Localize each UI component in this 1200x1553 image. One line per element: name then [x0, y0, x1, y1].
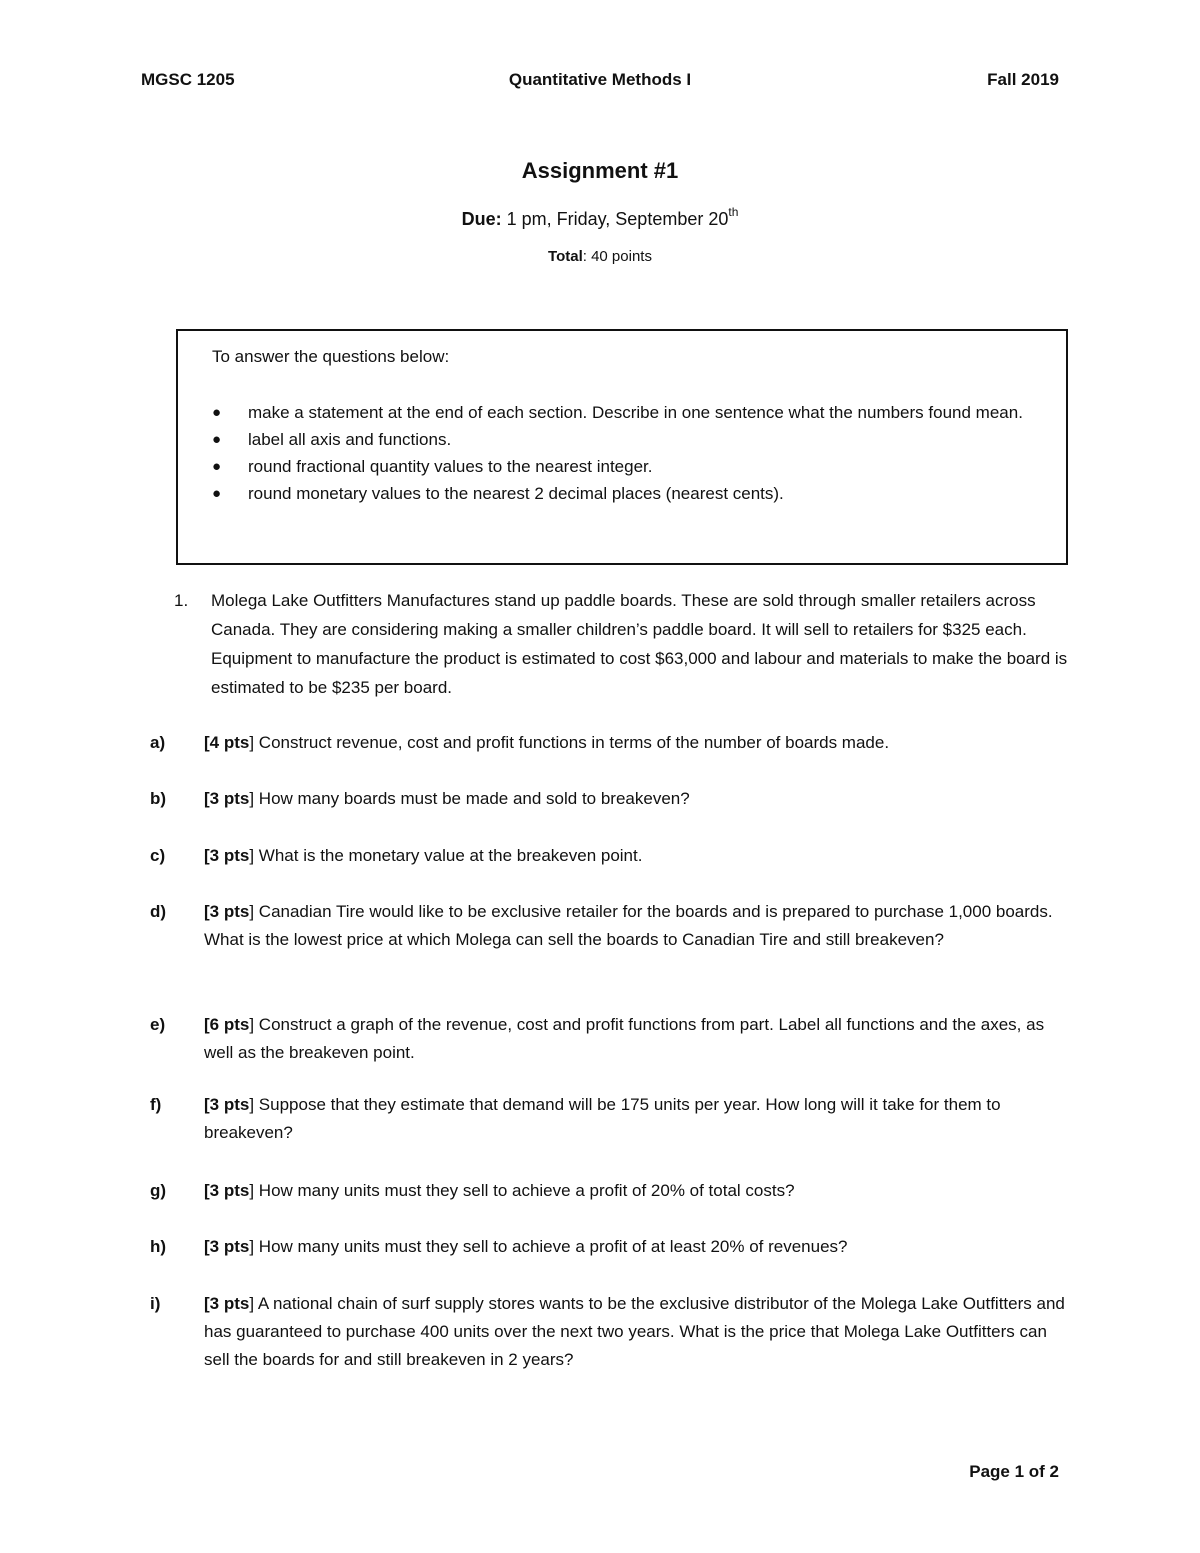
- part-points: [3 pts: [204, 1095, 250, 1114]
- due-value: 1 pm, Friday, September 20: [501, 209, 729, 229]
- total-points: [0, 248, 1200, 265]
- part-points: [3 pts: [204, 1294, 250, 1313]
- part-text: ] Canadian Tire would like to be exclusive retailer for the boards and is prepared to purchase 1,000 boards. What is the lowest price at which Molega can sell the boards to Canadian Tire and still breakeven?: [204, 902, 1053, 949]
- part-label: b): [150, 789, 167, 808]
- instruction-text: round fractional quantity values to the nearest integer.: [248, 457, 653, 476]
- part-a: [150, 729, 1070, 757]
- part-label: e): [150, 1015, 166, 1034]
- part-g: [150, 1177, 1070, 1205]
- part-label: h): [150, 1237, 167, 1256]
- part-label: f): [150, 1095, 162, 1114]
- assignment-title: Assignment #1: [521, 158, 679, 183]
- part-points: [3 pts: [204, 902, 250, 921]
- question-text: Molega Lake Outfitters Manufactures stand up paddle boards. These are sold through smaller retailers across Canada. They are considering making a smaller children’s paddle board. It will sell to retailers for $325 each. Equipment to manufacture the product is estimated to cost $63,000 and labour and materials to make the board is estimated to be $235 per board.: [211, 591, 1068, 697]
- due-suffix: th: [728, 205, 739, 219]
- part-points: [3 pts: [204, 1181, 250, 1200]
- part-text: ] A national chain of surf supply stores wants to be the exclusive distributor of the Molega Lake Outfitters and has guaranteed to purchase 400 units over the next two years. What is the price that Molega Lake Outfitters can sell the boards for and still breakeven in 2 years?: [204, 1294, 1065, 1369]
- part-label: d): [150, 902, 167, 921]
- part-label: i): [150, 1294, 161, 1313]
- part-text: ] Construct a graph of the revenue, cost and profit functions from part. Label all functions and the axes, as well as the breakeven point.: [204, 1015, 1045, 1062]
- part-b: [150, 785, 1070, 813]
- part-text: ] What is the monetary value at the breakeven point.: [249, 846, 643, 865]
- instructions-list: [212, 399, 1042, 507]
- part-text: ] How many boards must be made and sold to breakeven?: [249, 789, 690, 808]
- part-label: c): [150, 846, 166, 865]
- term: Fall 2019: [987, 70, 1059, 89]
- bullet-icon: ●: [212, 485, 222, 502]
- instruction-item: [212, 453, 1042, 480]
- part-text: ] How many units must they sell to achieve a profit of 20% of total costs?: [249, 1181, 795, 1200]
- instruction-item: [212, 480, 1042, 507]
- part-e: [150, 1011, 1070, 1067]
- instruction-text: round monetary values to the nearest 2 decimal places (nearest cents).: [248, 484, 784, 503]
- part-i: [150, 1290, 1070, 1374]
- part-label: g): [150, 1181, 167, 1200]
- part-points: [4 pts: [204, 733, 250, 752]
- page-number: Page 1 of 2: [969, 1462, 1059, 1481]
- question-1: [174, 586, 1074, 702]
- due-label: Due:: [461, 209, 502, 229]
- part-h: [150, 1233, 1070, 1261]
- instruction-item: [212, 426, 1042, 453]
- instruction-item: [212, 399, 1042, 426]
- instruction-text: label all axis and functions.: [248, 430, 452, 449]
- course-code: MGSC 1205: [141, 70, 235, 89]
- part-text: ] Construct revenue, cost and profit functions in terms of the number of boards made.: [249, 733, 890, 752]
- part-points: [3 pts: [204, 1237, 250, 1256]
- bullet-icon: ●: [212, 404, 222, 421]
- total-label: Total: [548, 248, 583, 265]
- part-text: ] Suppose that they estimate that demand will be 175 units per year. How long will it take for them to breakeven?: [204, 1095, 1001, 1142]
- part-points: [6 pts: [204, 1015, 250, 1034]
- instruction-text: make a statement at the end of each section. Describe in one sentence what the numbers found mean.: [248, 403, 1023, 422]
- due-date: [0, 207, 1200, 230]
- part-label: a): [150, 733, 166, 752]
- part-points: [3 pts: [204, 846, 250, 865]
- part-points: [3 pts: [204, 789, 250, 808]
- question-number: 1.: [174, 591, 189, 610]
- part-c: [150, 842, 1070, 870]
- total-value: : 40 points: [582, 248, 652, 265]
- bullet-icon: ●: [212, 431, 222, 448]
- instructions-intro: To answer the questions below:: [212, 347, 450, 366]
- part-text: ] How many units must they sell to achieve a profit of at least 20% of revenues?: [249, 1237, 848, 1256]
- instructions-box: [176, 329, 1068, 565]
- part-d: [150, 898, 1070, 954]
- course-title: Quantitative Methods I: [508, 70, 692, 89]
- part-f: [150, 1091, 1070, 1147]
- bullet-icon: ●: [212, 458, 222, 475]
